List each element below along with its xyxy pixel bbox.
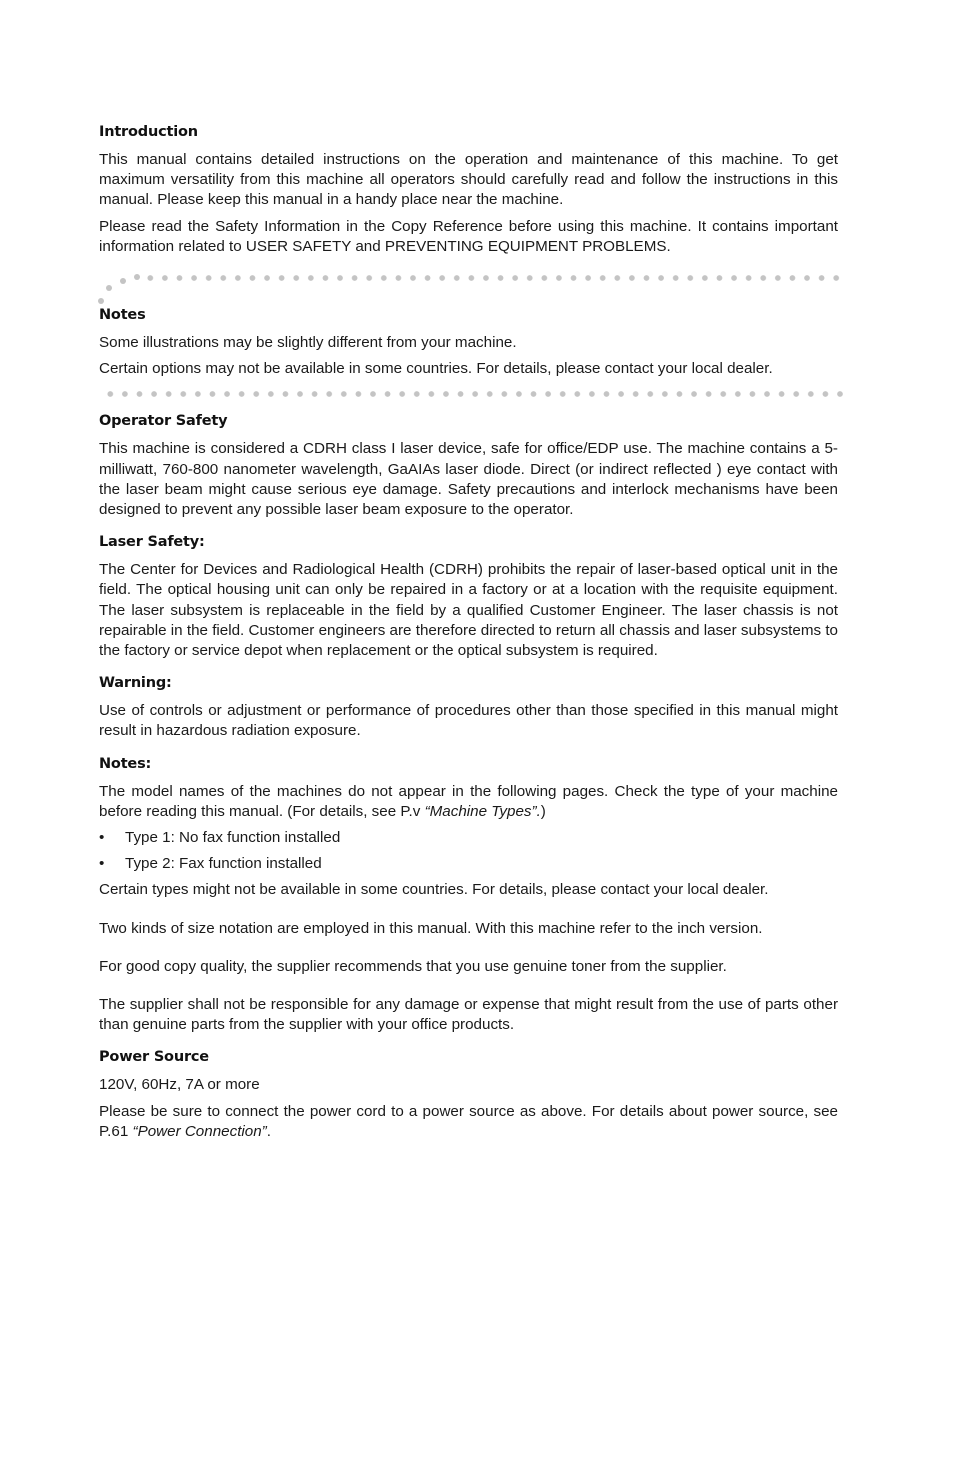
notes-paragraph-4: For good copy quality, the supplier recommends that you use genuine toner from the supplier. — [99, 957, 727, 975]
operator-safety-section — [99, 413, 838, 520]
divider-curl-dot — [98, 298, 104, 304]
notes-box-bottom-divider — [99, 389, 838, 399]
list-item: • Type 2: Fax function installed — [99, 854, 838, 874]
power-source-paragraph-end: . — [266, 1122, 271, 1140]
warning-paragraph: Use of controls or adjustment or performance of procedures other than those specified in this manual might result in hazardous radiation exposure. — [99, 702, 838, 740]
notes-paragraph-1-end: ) — [540, 802, 546, 820]
notes-paragraph-3: Two kinds of size notation are employed in this manual. With this machine refer to the inch version. — [99, 919, 763, 937]
introduction-paragraph-1: This manual contains detailed instructions on the operation and maintenance of this machine. To get maximum versatility from this machine all operators should carefully read and follow the instructions in this manual. Please keep this manual in a handy place near the machine. — [99, 151, 838, 209]
notes-paragraph-2: Certain types might not be available in some countries. For details, please contact your local dealer. — [99, 881, 769, 899]
machine-types-reference-link[interactable]: “Machine Types”. — [424, 802, 541, 820]
power-connection-reference-link[interactable]: “Power Connection” — [132, 1122, 267, 1140]
laser-safety-section — [99, 534, 838, 661]
manual-page — [99, 124, 838, 1156]
notes-paragraph-1-text: The model names of the machines do not appear in the following pages. Check the type of your machine before reading this manual. (For details, see P.v — [99, 782, 838, 820]
notes-section — [99, 756, 838, 1036]
machine-type-list — [99, 828, 838, 874]
notes-paragraph-1 — [99, 782, 838, 822]
introduction-heading: Introduction — [99, 124, 198, 140]
warning-section — [99, 675, 838, 741]
divider-curl-dot — [106, 285, 112, 291]
dotted-rule — [103, 389, 844, 399]
operator-safety-heading: Operator Safety — [99, 413, 228, 430]
notes-box-top-divider — [99, 273, 838, 307]
power-source-paragraph-text: Please be sure to connect the power cord to a power source as above. For details about power source, see P.61 — [99, 1102, 838, 1140]
power-source-spec: 120V, 60Hz, 7A or more — [99, 1076, 260, 1094]
notes-heading: Notes: — [99, 755, 152, 772]
introduction-section — [99, 124, 838, 257]
notes-box-paragraph-2: Certain options may not be available in some countries. For details, please contact your local dealer. — [99, 360, 773, 378]
divider-curl-dot — [134, 274, 140, 280]
notes-paragraph-5: The supplier shall not be responsible for any damage or expense that might result from the use of parts other than genuine parts from the supplier with your office products. — [99, 996, 838, 1034]
notes-box — [99, 307, 838, 379]
laser-safety-paragraph: The Center for Devices and Radiological Health (CDRH) prohibits the repair of laser-based optical unit in the field. The optical housing unit can only be repaired in a factory or at a location with the requisite equipment. The laser subsystem is replaceable in the field by a qualified Customer Engineer. The laser chassis is not repairable in the field. Customer engineers are therefore directed to return all chassis and laser subsystems to the factory or service depot when replacement or the optical subsystem is required. — [99, 561, 838, 660]
divider-curl-dot — [120, 278, 126, 284]
power-source-section — [99, 1049, 838, 1142]
list-item: • Type 1: No fax function installed — [99, 828, 838, 848]
power-source-heading: Power Source — [99, 1049, 209, 1066]
notes-box-paragraph-1: Some illustrations may be slightly different from your machine. — [99, 334, 517, 352]
power-source-paragraph — [99, 1102, 838, 1142]
notes-box-heading: Notes — [99, 307, 146, 324]
operator-safety-paragraph: This machine is considered a CDRH class I laser device, safe for office/EDP use. The machine contains a 5-milliwatt, 760-800 nanometer wavelength, GaAIAs laser diode. Direct (or indirect reflected ) eye contact with the laser beam might cause serious eye damage. Safety precautions and interlock mechanisms have been designed to prevent any possible laser beam exposure to the operator. — [99, 440, 838, 519]
warning-heading: Warning: — [99, 675, 172, 692]
laser-safety-heading: Laser Safety: — [99, 534, 205, 551]
dotted-rule — [143, 273, 844, 283]
introduction-paragraph-2: Please read the Safety Information in the Copy Reference before using this machine. It contains important information related to USER SAFETY and PREVENTING EQUIPMENT PROBLEMS. — [99, 217, 838, 255]
